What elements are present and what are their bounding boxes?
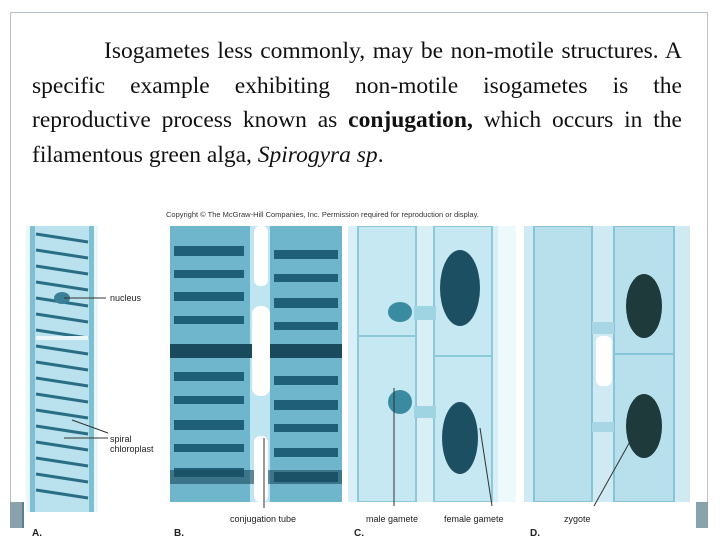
panel-b-pointer bbox=[254, 438, 274, 508]
slide-frame-left bbox=[10, 12, 11, 527]
panel-c-pointers bbox=[384, 388, 504, 508]
panel-a-pointers bbox=[64, 288, 154, 468]
slide-frame-right bbox=[707, 12, 708, 527]
para-bold-term: conjugation, bbox=[348, 107, 473, 133]
para-text-1: Isogametes less commonly, may be non-motile structures. A specific example exhibiting non-motile isogametes is the reproductive process known as bbox=[32, 38, 682, 133]
spirogyra-figure bbox=[24, 208, 696, 540]
para-end: . bbox=[377, 141, 384, 168]
label-conjugation-tube: conjugation tube bbox=[230, 514, 297, 524]
slide-frame-top bbox=[10, 12, 708, 13]
label-chloroplast: chloroplast bbox=[110, 444, 154, 454]
label-spiral: spiral bbox=[110, 434, 132, 444]
figure-copyright: Copyright © The McGraw-Hill Companies, Inc. Permission required for reproduction or display. bbox=[166, 210, 479, 219]
para-species-name: Spirogyra sp bbox=[257, 141, 378, 168]
label-male-gamete: male gamete bbox=[366, 514, 419, 524]
label-nucleus: nucleus bbox=[110, 293, 142, 303]
panel-letter-a: A. bbox=[32, 528, 42, 539]
para-text-2: which occurs in the filamentous green alga, bbox=[32, 107, 682, 168]
panel-letter-b: B. bbox=[174, 528, 184, 539]
slide-bottom-tab-right bbox=[696, 502, 708, 528]
panel-letter-c: C. bbox=[354, 528, 364, 539]
label-zygote: zygote bbox=[564, 514, 591, 524]
panel-letter-d: D. bbox=[530, 528, 540, 539]
label-female-gamete: female gamete bbox=[444, 514, 504, 524]
panel-d-pointer bbox=[584, 438, 644, 508]
slide-paragraph bbox=[32, 34, 682, 172]
slide-bottom-tab-left bbox=[10, 502, 22, 528]
